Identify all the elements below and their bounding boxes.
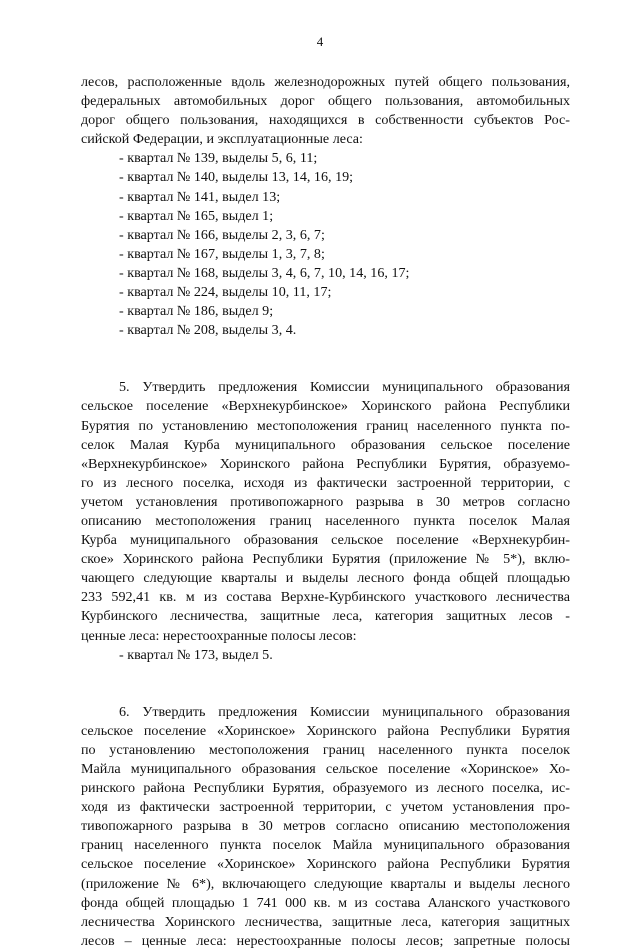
intro-paragraph xyxy=(81,73,570,149)
text-line: Майла муниципального образования сельское поселение «Хоринское» Хо- xyxy=(81,761,570,777)
text-line: тивопожарного разрыва в 30 метров согласно описанию местоположения xyxy=(81,818,570,835)
text-line: учетом установления противопожарного разрыва в 30 метров согласно xyxy=(81,493,570,510)
text-line: границ населенного пункта поселок Майла муниципального образования xyxy=(81,837,570,854)
text-line: 6. Утвердить предложения Комиссии муниципального образования xyxy=(119,703,570,720)
text-line: сельское поселение «Хоринское» Хоринского района Республики Бурятия xyxy=(81,722,570,739)
text-line: дорог общего пользования, находящихся в собственности субъектов Рос- xyxy=(81,112,570,129)
section-6-paragraph xyxy=(81,703,570,951)
list-item: - квартал № 173, выдел 5. xyxy=(119,646,273,663)
list-item: - квартал № 208, выделы 3, 4. xyxy=(119,322,297,339)
list-item: - квартал № 186, выдел 9; xyxy=(119,303,274,320)
text-line: чающего следующие кварталы и выделы лесного фонда общей площадью xyxy=(81,570,570,587)
text-line: сельское поселение «Верхнекурбинское» Хоринского района Республики xyxy=(81,398,570,415)
text-line: Бурятия по установлению местоположения границ населенного пункта по- xyxy=(81,417,570,434)
list-item: - квартал № 139, выделы 5, 6, 11; xyxy=(119,150,318,167)
list-item: - квартал № 167, выделы 1, 3, 7, 8; xyxy=(119,245,325,262)
text-line: го из лесного поселка, исходя из фактически застроенной территории, с xyxy=(81,474,570,491)
list-item: - квартал № 165, выдел 1; xyxy=(119,207,274,224)
list-item: - квартал № 166, выделы 2, 3, 6, 7; xyxy=(119,226,325,243)
list-item: - квартал № 140, выделы 13, 14, 16, 19; xyxy=(119,169,354,186)
text-line: лесов – ценные леса: нерестоохранные полосы лесов; запретные полосы xyxy=(81,932,570,949)
text-line: ходя из фактически застроенной территории, с учетом установления про- xyxy=(81,799,570,816)
list-item: - квартал № 141, выдел 13; xyxy=(119,188,281,205)
text-line: описанию местоположения границ населенного пункта поселок Малая xyxy=(81,512,570,529)
text-line: федеральных автомобильных дорог общего пользования, автомобильных xyxy=(81,93,570,110)
text-line: сийской Федерации, и эксплуатационные леса: xyxy=(81,131,363,148)
text-line: Курба муниципального образования сельское поселение «Верхнекурбин- xyxy=(81,532,570,549)
text-line: лесничества Хоринского лесничества, защитные леса, категория защитных xyxy=(81,913,570,930)
section-5-paragraph xyxy=(81,378,570,664)
text-line: ринского района Республики Бурятия, образуемого из лесного поселка, ис- xyxy=(81,780,570,797)
quarter-list xyxy=(81,149,570,340)
text-line: (приложение № 6*), включающего следующие кварталы и выделы лесного xyxy=(81,875,570,892)
text-line: сельское поселение «Хоринское» Хоринского района Республики Бурятия xyxy=(81,856,570,873)
list-item: - квартал № 168, выделы 3, 4, 6, 7, 10, 14, 16, 17; xyxy=(119,264,410,281)
text-line: селок Малая Курба муниципального образования сельское поселение xyxy=(81,436,570,453)
text-line: 5. Утвердить предложения Комиссии муниципального образования xyxy=(119,379,570,396)
text-line: Курбинского лесничества, защитные леса, категория защитных лесов - xyxy=(81,608,570,625)
text-line: ценные леса: нерестоохранные полосы лесов: xyxy=(81,627,357,644)
paragraph-gap xyxy=(81,340,570,378)
list-item: - квартал № 224, выделы 10, 11, 17; xyxy=(119,284,332,301)
page-number: 4 xyxy=(316,34,324,49)
paragraph-gap xyxy=(81,665,570,703)
text-line: «Верхнекурбинское» Хоринского района Республики Бурятия, образуемо- xyxy=(81,455,570,472)
text-line: по установлению местоположения границ населенного пункта поселок xyxy=(81,741,570,758)
text-line: лесов, расположенные вдоль железнодорожных путей общего пользования, xyxy=(81,74,570,90)
text-line: 233 592,41 кв. м из состава Верхне-Курбинского участкового лесничества xyxy=(81,589,570,606)
document-body xyxy=(81,73,570,951)
text-line: фонда общей площадью 1 741 000 кв. м из состава Аланского участкового xyxy=(81,894,570,911)
text-line: ское» Хоринского района Республики Бурятия (приложение № 5*), вклю- xyxy=(81,551,570,568)
